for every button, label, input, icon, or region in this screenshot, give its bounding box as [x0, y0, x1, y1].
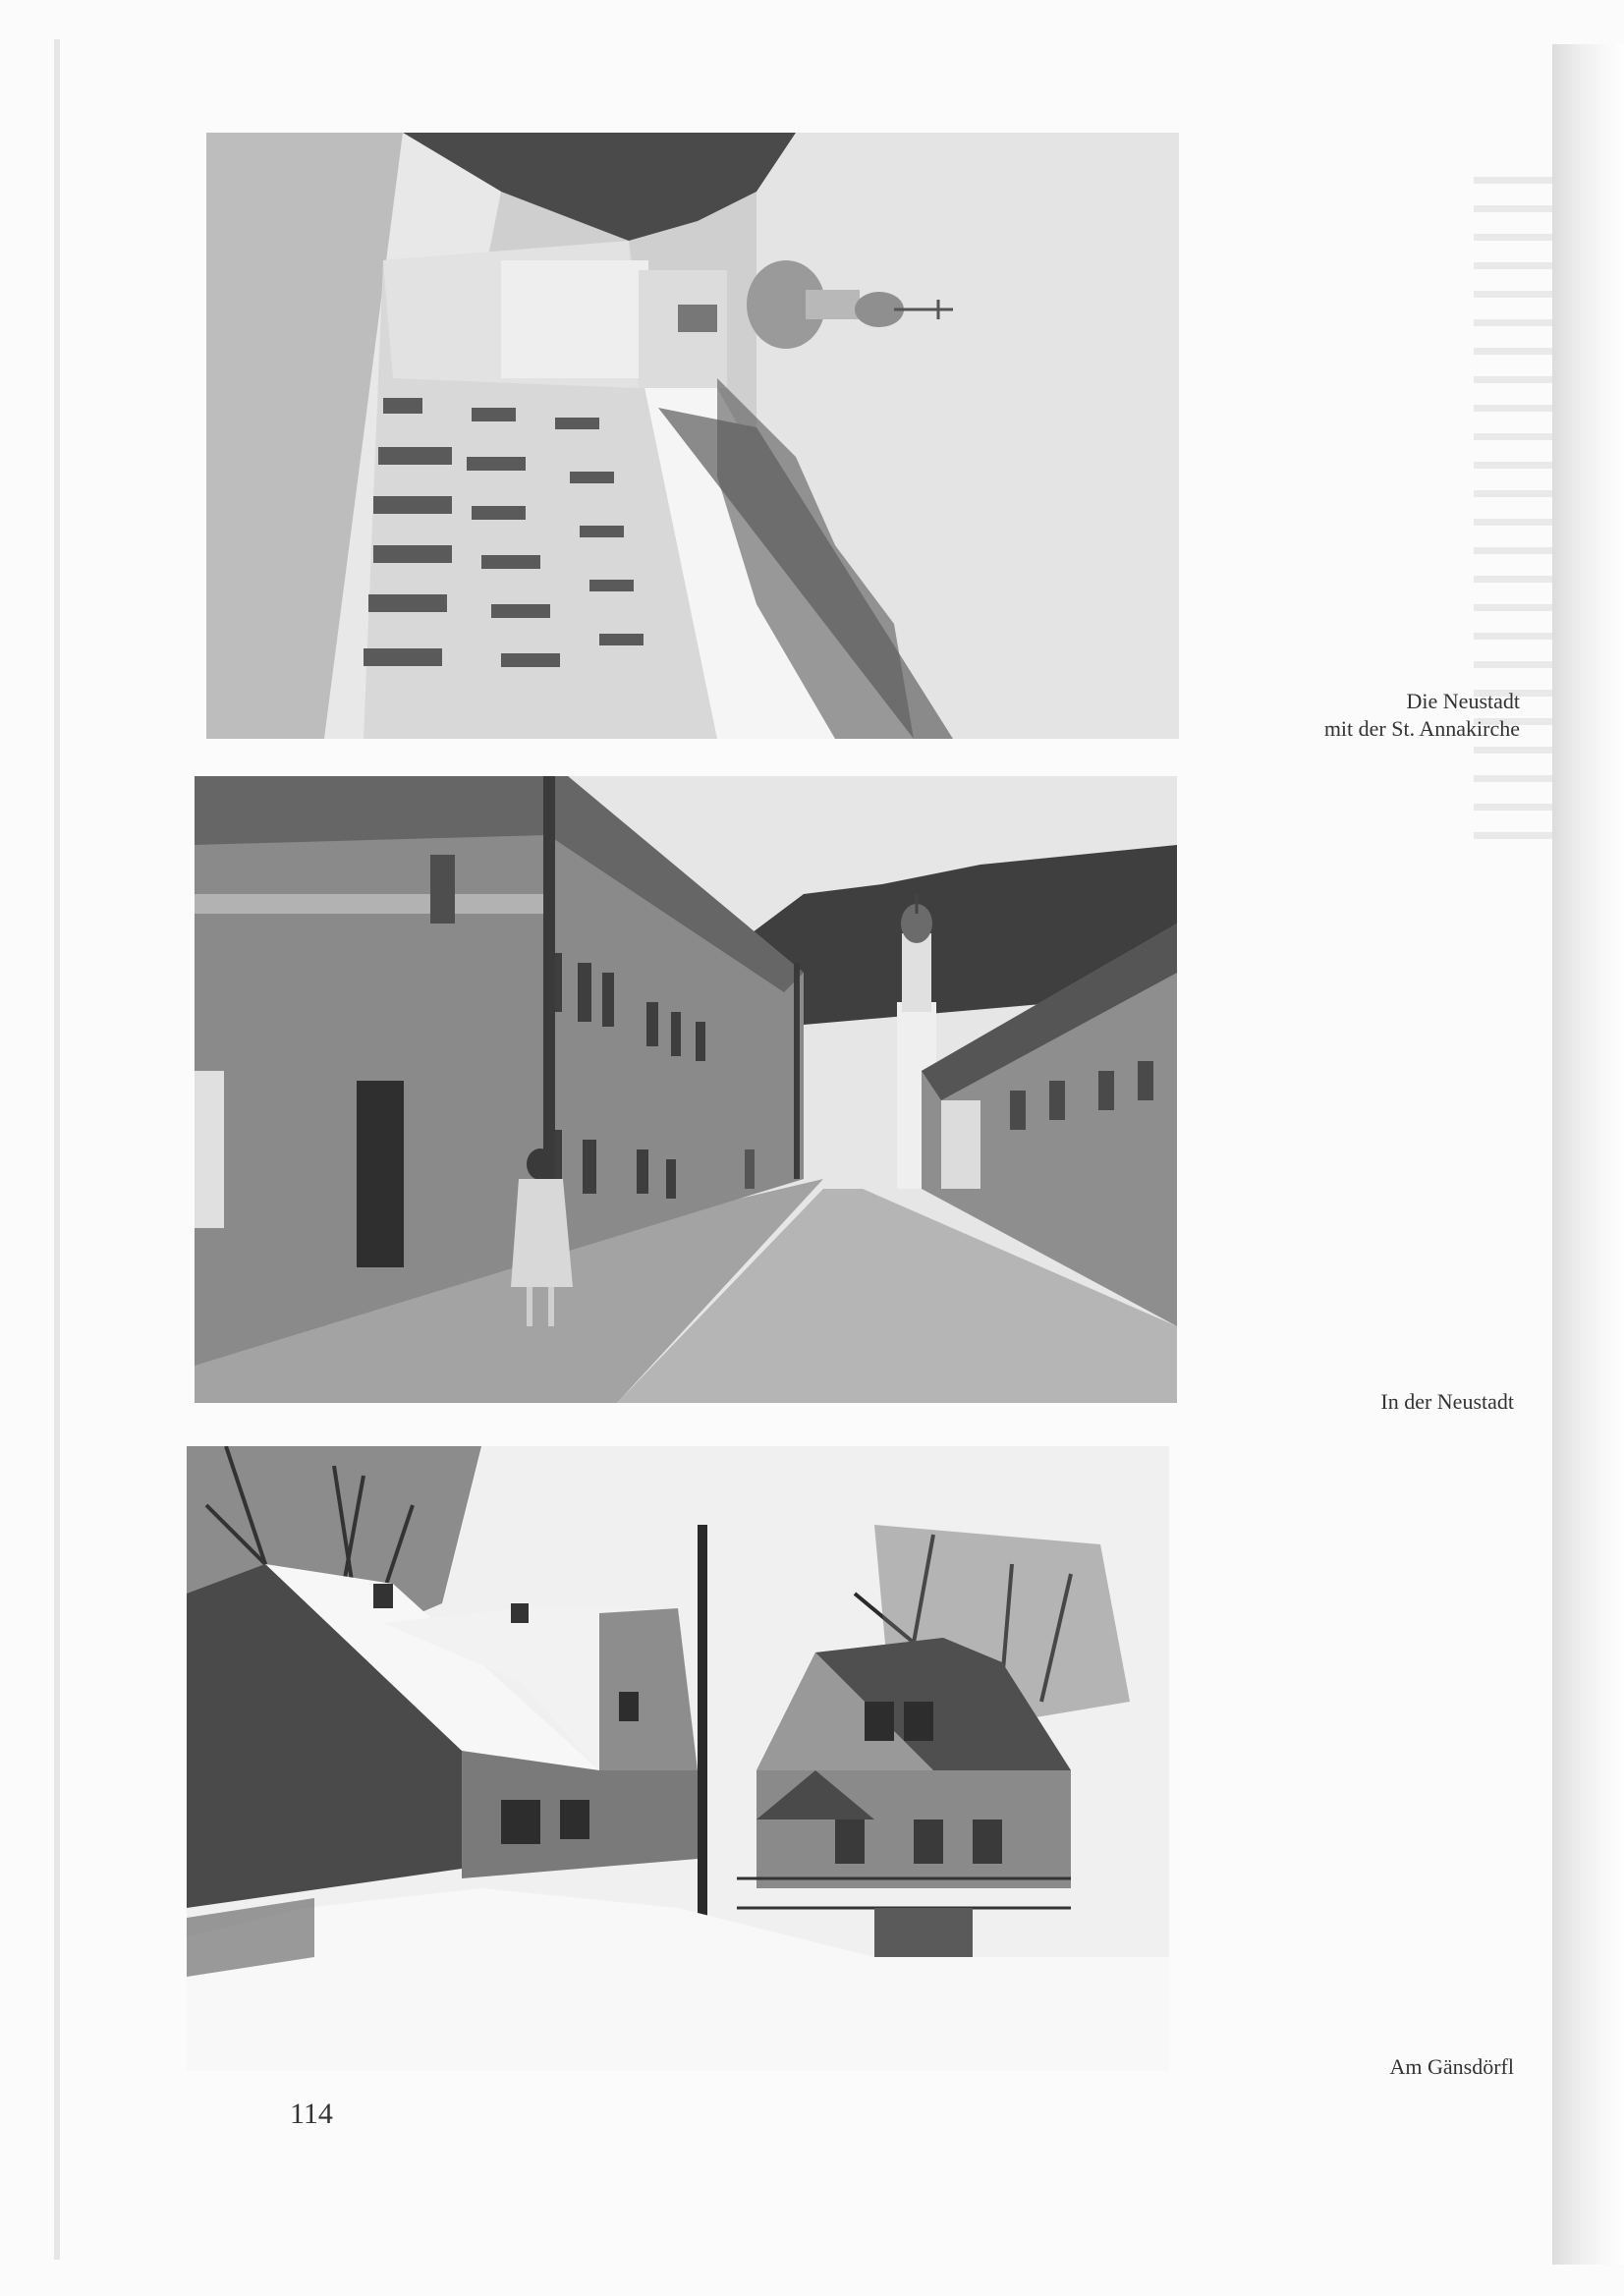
page-gutter-shadow: [54, 39, 60, 2260]
caption-line: mit der St. Annakirche: [1323, 716, 1520, 741]
caption-line: Die Neustadt: [1406, 689, 1520, 713]
photo-am-gaensdoerfl: [187, 1446, 1169, 2071]
photo-in-der-neustadt: [195, 776, 1177, 1403]
caption-line: Am Gänsdörfl: [1389, 2054, 1514, 2079]
caption-am-gaensdoerfl: [1390, 2053, 1514, 2081]
caption-line: In der Neustadt: [1380, 1389, 1514, 1414]
caption-neustadt-annakirche: [1324, 688, 1520, 743]
bleed-through-text: [1474, 177, 1552, 861]
page-edge-shadow: [1552, 44, 1624, 2265]
caption-in-der-neustadt: [1380, 1388, 1514, 1416]
page-number: 114: [290, 2098, 333, 2130]
photo-neustadt-annakirche: [206, 133, 1179, 739]
